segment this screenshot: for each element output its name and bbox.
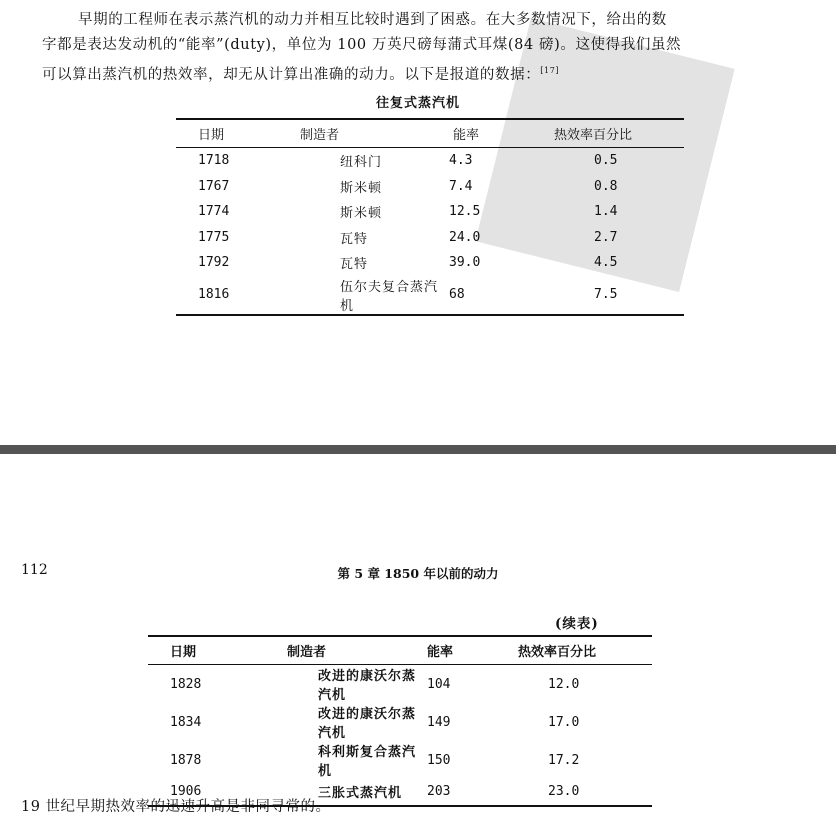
cell-duty: 4.3 [449, 153, 473, 169]
cell-efficiency: 12.0 [548, 676, 580, 692]
cell-maker: 纽科门 [340, 155, 383, 171]
cell-date: 1718 [198, 153, 230, 169]
page-number: 112 [21, 562, 48, 578]
table1 [176, 118, 684, 316]
cell-duty: 150 [427, 752, 451, 768]
cell-duty: 7.4 [449, 178, 473, 194]
cell-duty: 149 [427, 714, 451, 730]
header-efficiency: 热效率百分比 [546, 119, 684, 148]
cell-duty: 24.0 [449, 229, 481, 245]
cell-date: 1834 [170, 714, 202, 730]
cell-date: 1792 [198, 255, 230, 271]
table-row [176, 276, 684, 315]
header-maker: 制造者 [256, 119, 445, 148]
table2 [148, 635, 652, 807]
paragraph-line-1: 早期的工程师在表示蒸汽机的动力并相互比较时遇到了困惑。在大多数情况下，给出的数 [78, 12, 667, 28]
cell-efficiency: 1.4 [594, 204, 618, 220]
table-row [176, 148, 684, 174]
closing-sentence: 19 世纪早期热效率的迅速升高是非同寻常的。 [21, 799, 331, 815]
cell-date: 1767 [198, 178, 230, 194]
header-duty: 能率 [423, 636, 518, 665]
cell-maker: 瓦特 [340, 257, 369, 273]
running-head: 第 5 章 1850 年以前的动力 [337, 566, 499, 581]
continued-label: (续表) [555, 616, 599, 632]
cell-date: 1906 [170, 784, 202, 800]
cell-efficiency: 23.0 [548, 784, 580, 800]
cell-date: 1816 [198, 287, 230, 302]
cell-duty: 104 [427, 676, 451, 692]
cell-efficiency: 17.2 [548, 752, 580, 768]
cell-date: 1774 [198, 204, 230, 220]
table-row [148, 665, 652, 704]
cell-maker: 改进的康沃尔蒸汽机 [318, 669, 417, 703]
cell-maker: 斯米顿 [340, 180, 383, 196]
cell-date: 1878 [170, 752, 202, 768]
cell-duty: 39.0 [449, 255, 481, 271]
footnote-ref: [17] [540, 66, 560, 75]
cell-maker: 改进的康沃尔蒸汽机 [318, 707, 417, 741]
table2-header-row [148, 636, 652, 665]
cell-maker: 斯米顿 [340, 206, 383, 222]
cell-maker: 瓦特 [340, 231, 369, 247]
table-row [176, 225, 684, 251]
cell-duty: 68 [449, 287, 465, 302]
cell-efficiency: 0.8 [594, 178, 618, 194]
table-row [176, 199, 684, 225]
cell-date: 1828 [170, 676, 202, 692]
cell-efficiency: 4.5 [594, 255, 618, 271]
cell-efficiency: 17.0 [548, 714, 580, 730]
cell-maker: 三胀式蒸汽机 [318, 786, 403, 802]
paragraph-line-2: 字都是表达发动机的“能率”(duty)，单位为 100 万英尺磅每蒲式耳煤(84 磅)。这使得我们虽然 [42, 37, 682, 53]
header-maker: 制造者 [233, 636, 423, 665]
table-row [148, 703, 652, 741]
cell-duty: 203 [427, 784, 451, 800]
intro-paragraph [42, 8, 808, 88]
header-date: 日期 [148, 636, 233, 665]
cell-duty: 12.5 [449, 204, 481, 220]
table1-header-row [176, 119, 684, 148]
cell-efficiency: 0.5 [594, 153, 618, 169]
header-date: 日期 [176, 119, 256, 148]
cell-maker: 科利斯复合蒸汽机 [318, 745, 417, 779]
header-duty: 能率 [445, 119, 546, 148]
table-row [148, 741, 652, 779]
cell-maker: 伍尔夫复合蒸汽机 [340, 279, 439, 314]
header-efficiency: 热效率百分比 [518, 636, 652, 665]
cell-efficiency: 2.7 [594, 229, 618, 245]
table-row [176, 174, 684, 200]
cell-efficiency: 7.5 [594, 287, 618, 302]
table-row [176, 250, 684, 276]
page-divider [0, 445, 836, 454]
table1-caption: 往复式蒸汽机 [375, 96, 460, 111]
cell-date: 1775 [198, 229, 230, 245]
paragraph-line-3 [42, 58, 808, 88]
paragraph-line-3-text: 可以算出蒸汽机的热效率，却无从计算出准确的动力。以下是报道的数据： [42, 66, 541, 83]
